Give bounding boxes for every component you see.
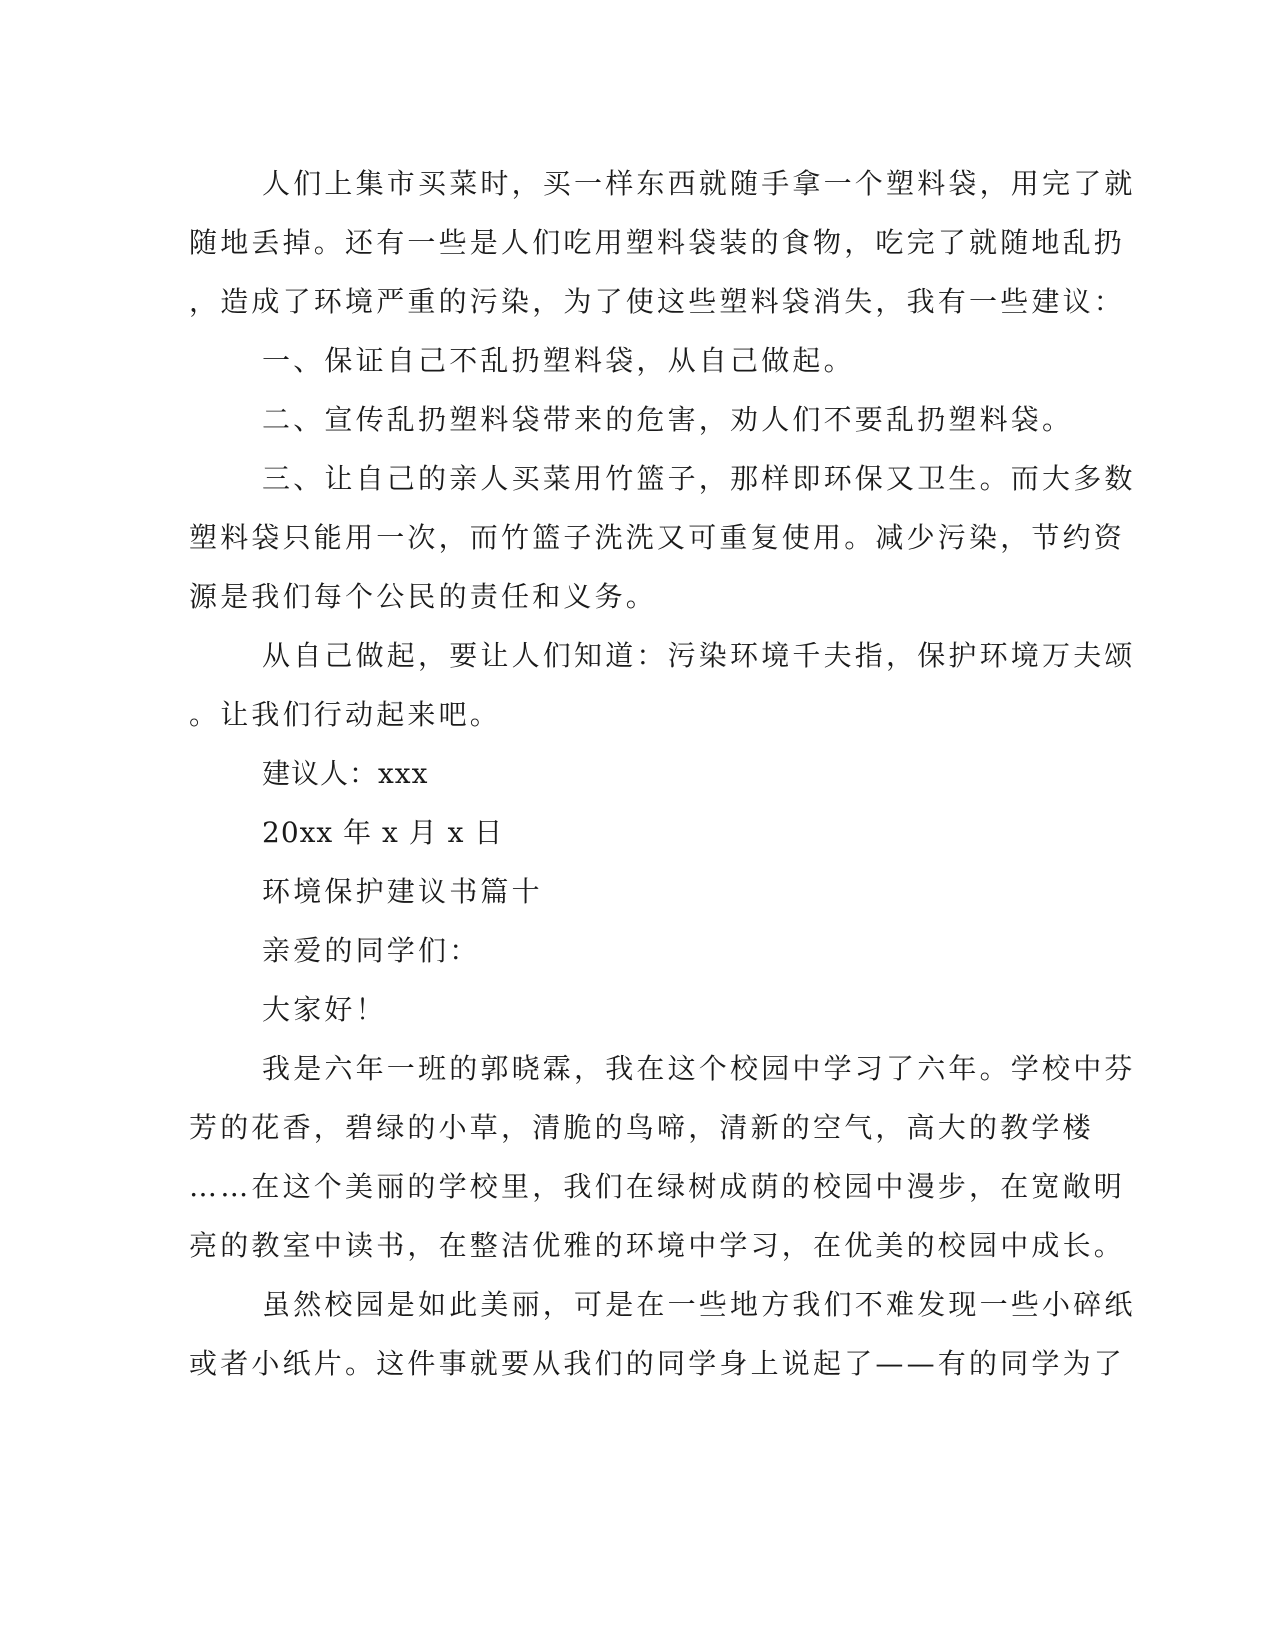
paragraph-line: 人们上集市买菜时，买一样东西就随手拿一个塑料袋，用完了就 xyxy=(262,167,1136,200)
paragraph-line: ……在这个美丽的学校里，我们在绿树成荫的校园中漫步，在宽敞明 xyxy=(189,1170,1126,1203)
paragraph-line: 亮的教室中读书，在整洁优雅的环境中学习，在优美的校园中成长。 xyxy=(189,1229,1126,1262)
paragraph-line: 源是我们每个公民的责任和义务。 xyxy=(189,580,658,613)
paragraph-line: 虽然校园是如此美丽，可是在一些地方我们不难发现一些小碎纸 xyxy=(262,1288,1136,1321)
section-title: 环境保护建议书篇十 xyxy=(262,875,543,908)
paragraph-line: 。让我们行动起来吧。 xyxy=(189,698,502,731)
paragraph-line: 从自己做起，要让人们知道：污染环境千夫指，保护环境万夫颂 xyxy=(262,639,1136,672)
date-line: 20xx 年 x 月 x 日 xyxy=(262,816,504,849)
greeting: 大家好！ xyxy=(262,993,387,1026)
paragraph-line: ，造成了环境严重的污染，为了使这些塑料袋消失，我有一些建议： xyxy=(189,285,1126,318)
suggestion-item-1: 一、保证自己不乱扔塑料袋，从自己做起。 xyxy=(262,344,855,377)
paragraph-line: 或者小纸片。这件事就要从我们的同学身上说起了——有的同学为了 xyxy=(189,1347,1126,1380)
suggestion-item-3: 三、让自己的亲人买菜用竹篮子，那样即环保又卫生。而大多数 xyxy=(262,462,1136,495)
signature-line: 建议人：xxx xyxy=(262,757,429,790)
salutation: 亲爱的同学们： xyxy=(262,934,481,967)
paragraph-line: 随地丢掉。还有一些是人们吃用塑料袋装的食物，吃完了就随地乱扔 xyxy=(189,226,1126,259)
paragraph-line: 我是六年一班的郭晓霖，我在这个校园中学习了六年。学校中芬 xyxy=(262,1052,1136,1085)
paragraph-line: 塑料袋只能用一次，而竹篮子洗洗又可重复使用。减少污染，节约资 xyxy=(189,521,1126,554)
paragraph-line: 芳的花香，碧绿的小草，清脆的鸟啼，清新的空气，高大的教学楼 xyxy=(189,1111,1094,1144)
suggestion-item-2: 二、宣传乱扔塑料袋带来的危害，劝人们不要乱扔塑料袋。 xyxy=(262,403,1074,436)
